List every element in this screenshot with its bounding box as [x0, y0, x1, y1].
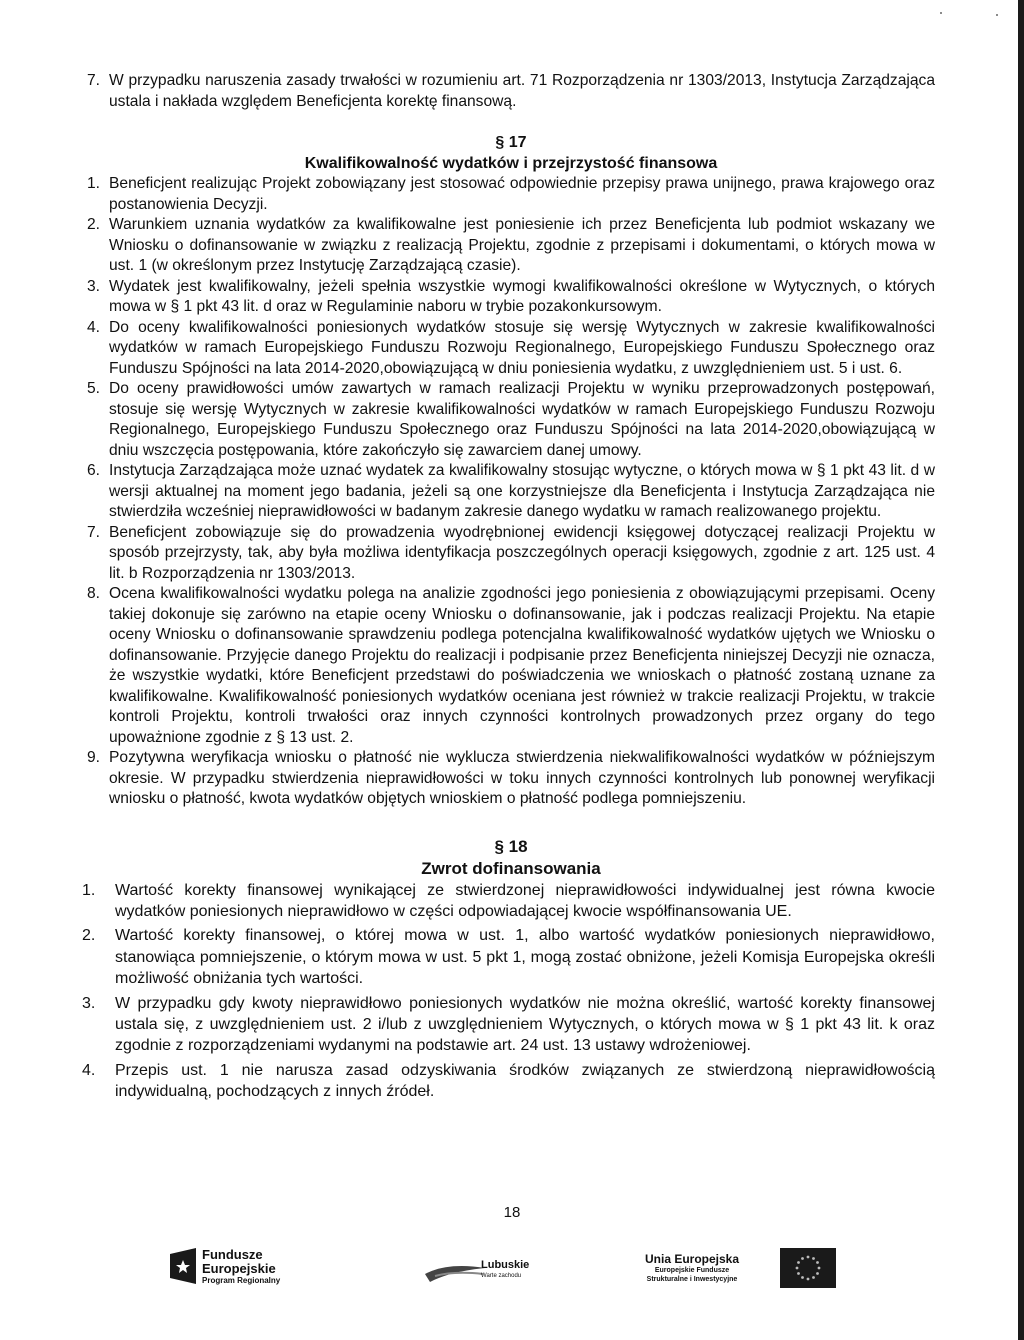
item-text: Do oceny kwalifikowalności poniesionych wydatków stosuje się wersję Wytycznych w zakresie kwalifikowalności wydatków w ramach Europejskiego Funduszu Rozwoju Regionalnego, Europejskiego Funduszu Społecznego oraz Funduszu Spójności na lata 2014-2020,obowiązującą w dniu poniesienia wydatku, z uwzględnieniem ust. 5 i ust. 6. — [109, 318, 935, 377]
lubuskie-wave-icon — [425, 1256, 485, 1282]
list-item — [87, 277, 935, 318]
scan-speck — [996, 14, 998, 16]
item-number: 7. — [87, 523, 101, 541]
list-item — [82, 993, 935, 1057]
section-sign: § 17 — [495, 134, 527, 151]
logo-line: Warte zachodu — [481, 1273, 522, 1279]
item-number: 3. — [82, 994, 96, 1012]
item-number: 9. — [87, 749, 101, 766]
list-item — [87, 523, 935, 585]
logo-line: Europejskie — [202, 1261, 276, 1276]
item-number: 4. — [87, 318, 101, 336]
section-sign: § 18 — [494, 836, 528, 856]
document-page — [82, 71, 935, 1103]
item-number: 3. — [87, 277, 101, 295]
list-item — [82, 880, 935, 923]
scan-speck — [940, 12, 942, 14]
list-item — [87, 748, 935, 810]
item-text: Instytucja Zarządzająca może uznać wydatek za kwalifikowalny stosując wytyczne, o których mowa w § 1 pkt 43 lit. d w wersji aktualnej na moment jego badania, jeżeli są one korzystniejsze dla Beneficjenta i Instytucja Zarządzająca nie stwierdziła wcześniej nieprawidłowości w badanym zakresie danego wydatku w ramach realizowanego projektu. — [109, 462, 935, 520]
list-item — [82, 1060, 935, 1103]
item-text: Ocena kwalifikowalności wydatku polega na analizie zgodności jego poniesienia z obowiązującymi przepisami. Oceny takiej dokonuje się zarówno na etapie oceny Wniosku o dofinansowanie, jak i podczas realizacji Projektu. Na etapie oceny Wniosku o dofinansowanie sprawdzeniu podlega potencjalna kwalifikowalność wydatków ujętych we Wniosku o dofinansowanie. Przyjęcie danego Projektu do realizacji i podpisanie przez Beneficjenta niniejszej Decyzji nie oznacza, że wszystkie wydatki, które Beneficjent przedstawi do poświadczenia we wnioskach o płatność zostaną uznane za kwalifikowalne. Kwalifikowalność poniesionych wydatków oceniana jest również w trakcie realizacji Projektu, w trakcie kontroli Projektu, kontroli trwałości oraz innych czynności kontrolnych prowadzonych przez organy do tego upoważnione zgodnie z § 13 ust. 2. — [109, 585, 935, 746]
list-item — [87, 71, 935, 112]
logo-line: Fundusze — [202, 1247, 263, 1262]
section-title: Zwrot dofinansowania — [421, 858, 601, 878]
item-number: 1. — [87, 175, 101, 192]
item-number: 8. — [87, 585, 101, 602]
list-item — [82, 925, 935, 989]
item-text: Pozytywna weryfikacja wniosku o płatność nie wyklucza stwierdzenia niekwalifikowalności wydatków w późniejszym okresie. W przypadku stwierdzenia nieprawidłowości w toku innych czynności kontrolnych lub ponownej weryfikacji wniosku o płatność, kwota wydatków objętych wnioskiem o płatność podlega pomniejszeniu. — [109, 749, 935, 807]
item-text: Przepis ust. 1 nie narusza zasad odzyskiwania środków związanych ze stwierdzoną nieprawidłowością indywidualną, pochodzących z innych źródeł. — [115, 1061, 935, 1101]
section-18-list — [82, 880, 935, 1103]
eu-funds-star-icon — [170, 1248, 196, 1284]
item-text: W przypadku naruszenia zasady trwałości w rozumieniu art. 71 Rozporządzenia nr 1303/2013, Instytucja Zarządzająca ustala i nakłada względem Beneficjenta korektę finansową. — [109, 72, 935, 110]
item-number: 4. — [82, 1061, 96, 1079]
item-number: 1. — [82, 881, 96, 899]
item-text: Beneficjent realizując Projekt zobowiązany jest stosować odpowiednie przepisy prawa unijnego, prawa krajowego oraz postanowienia Decyzji. — [109, 175, 935, 213]
item-number: 7. — [87, 72, 101, 89]
item-text: Beneficjent zobowiązuje się do prowadzenia wyodrębnionej ewidencji księgowej dotyczącej realizacji Projektu w sposób przejrzysty, tak, aby była możliwa identyfikacja poszczególnych operacji księgowych, zgodnie z art. 125 ust. 4 lit. b Rozporządzenia nr 1303/2013. — [109, 523, 935, 582]
item-text: Do oceny prawidłowości umów zawartych w ramach realizacji Projektu w wyniku przeprowadzonych postępowań, stosuje się wersję Wytycznych w zakresie kwalifikowalności wydatków w ramach Europejskiego Funduszu Rozwoju Regionalnego, Europejskiego Funduszu Społecznego oraz Funduszu Spójności na lata 2014-2020,obowiązującą w dniu wszczęcia postępowania, które zakończyło się zawarciem danej umowy. — [109, 380, 935, 459]
item-number: 2. — [87, 216, 101, 233]
page-number: 18 — [503, 1204, 521, 1221]
item-text: Wartość korekty finansowej wynikającej ze stwierdzonej nieprawidłowości indywidualnej jest równa kwocie wydatków poniesionych nieprawidłowo w części odpowiadającej kwocie współfinansowania UE. — [115, 881, 935, 920]
section-title: Kwalifikowalność wydatków i przejrzystość finansowa — [304, 155, 718, 172]
item-text: Wartość korekty finansowej, o której mowa w ust. 1, albo wartość wydatków poniesionych nieprawidłowo, stanowiąca pomniejszenie, o którym mowa w ust. 5 pkt 1, mogą zostać obniżone, jeżeli Komisja Europejska określi możliwość obniżania tych wartości. — [115, 927, 935, 988]
eu-flag-icon — [780, 1248, 836, 1288]
item-number: 5. — [87, 380, 101, 397]
logo-line: Lubuskie — [481, 1259, 530, 1271]
logo-line: Strukturalne i Inwestycyjne — [646, 1276, 738, 1283]
item-number: 2. — [82, 927, 96, 945]
item-text: W przypadku gdy kwoty nieprawidłowo poniesionych wydatków nie można określić, wartość korekty finansowej ustala się, z uwzględnieniem ust. 2 i/lub z uwzględnieniem Wytycznych, o których mowa w § 1 pkt 43 lit. k oraz zgodnie z rozporządzeniami wydanymi na podstawie art. 24 ust. 13 ustawy wdrożeniowej. — [115, 994, 935, 1055]
logo-line: Program Regionalny — [202, 1276, 281, 1285]
list-item — [87, 318, 935, 380]
list-item — [87, 584, 935, 748]
page-edge-border — [1018, 0, 1024, 1340]
list-item — [87, 461, 935, 523]
logo-line: Europejskie Fundusze — [654, 1267, 730, 1274]
item-text: Wydatek jest kwalifikowalny, jeżeli spełnia wszystkie wymogi kwalifikowalności określone w Wytycznych, o których mowa w § 1 pkt 43 lit. d oraz w Regulaminie naboru w trybie pozakonkursowym. — [109, 277, 935, 315]
item-number: 6. — [87, 462, 101, 479]
list-item — [87, 379, 935, 461]
list-item — [87, 174, 935, 215]
logo-line: Unia Europejska — [644, 1252, 740, 1266]
list-item — [87, 215, 935, 277]
item-text: Warunkiem uznania wydatków za kwalifikowalne jest poniesienie ich przez Beneficjenta lub podmiot wskazany we Wniosku o dofinansowanie w związku z realizacją Projektu, zgodnie z przepisami i dokumentami, o których mowa w ust. 1 (w określonym przez Instytucję Zarządzającą czasie). — [109, 216, 935, 274]
section-17-list — [87, 174, 935, 810]
